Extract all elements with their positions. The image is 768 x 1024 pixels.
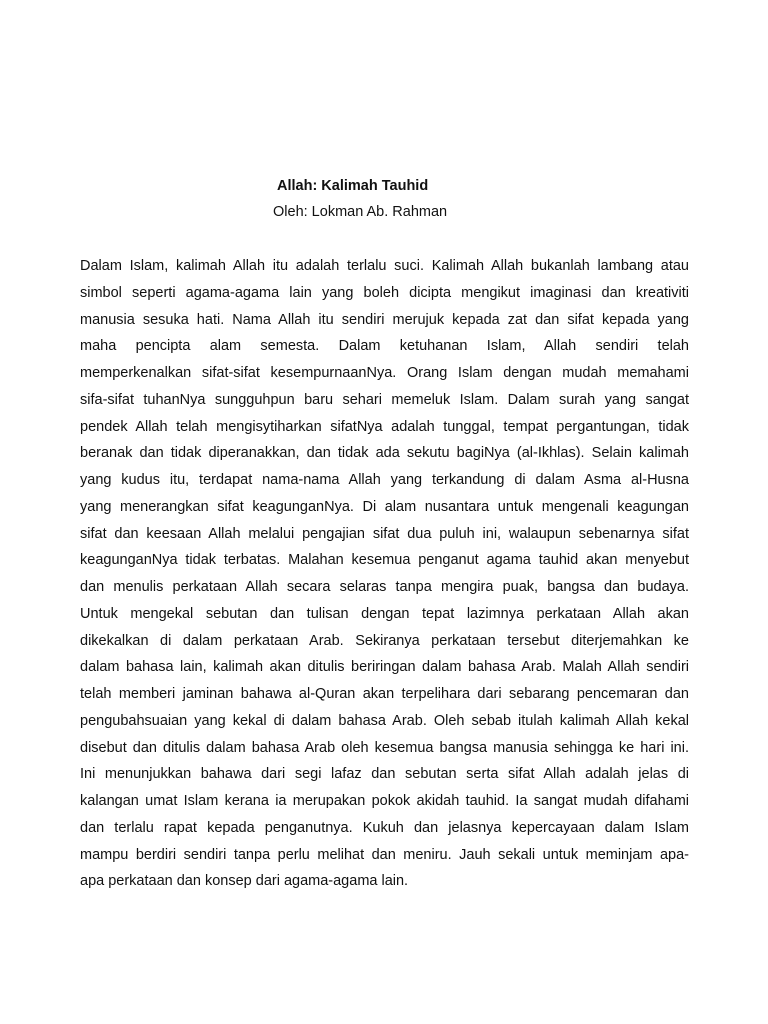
body-line: dalam bahasa lain, kalimah akan ditulis beriringan dalam bahasa Arab. Malah Allah sendiri — [80, 659, 689, 676]
body-line: pengubahsuaian yang kekal di dalam bahasa Arab. Oleh sebab itulah kalimah Allah kekal — [80, 712, 689, 729]
body-line: beranak dan tidak diperanakkan, dan tidak ada sekutu bagiNya (al-Ikhlas). Selain kalimah — [80, 445, 689, 462]
body-line: disebut dan ditulis dalam bahasa Arab oleh kesemua bangsa manusia sehingga ke hari ini. — [80, 739, 689, 756]
body-line: dikekalkan di dalam perkataan Arab. Sekiranya perkataan tersebut diterjemahkan ke — [80, 632, 689, 649]
body-line: mampu berdiri sendiri tanpa perlu melihat dan meniru. Jauh sekali untuk meminjam apa- — [80, 846, 689, 863]
body-line: sifat dan keesaan Allah melalui pengajian sifat dua puluh ini, walaupun sebenarnya sifat — [80, 525, 689, 542]
body-line: maha pencipta alam semesta. Dalam ketuhanan Islam, Allah sendiri telah — [80, 338, 689, 355]
body-line: sifa-sifat tuhanNya sungguhpun baru sehari memeluk Islam. Dalam surah yang sangat — [80, 391, 689, 408]
body-line: Dalam Islam, kalimah Allah itu adalah terlalu suci. Kalimah Allah bukanlah lambang atau — [80, 258, 689, 274]
article-body — [80, 253, 689, 895]
document-title: Allah: Kalimah Tauhid — [277, 178, 429, 194]
body-line: telah memberi jaminan bahawa al-Quran akan terpelihara dari sebarang pencemaran dan — [80, 686, 689, 702]
body-line: yang kudus itu, terdapat nama-nama Allah yang terkandung di dalam Asma al-Husna — [80, 472, 689, 488]
body-line: keagunganNya tidak terbatas. Malahan kesemua penganut agama tauhid akan menyebut — [80, 552, 689, 569]
body-line: dan menulis perkataan Allah secara selaras tanpa mengira puak, bangsa dan budaya. — [80, 579, 689, 595]
body-line: dan terlalu rapat kepada penganutnya. Kukuh dan jelasnya kepercayaan dalam Islam — [80, 819, 689, 836]
body-line: Ini menunjukkan bahawa dari segi lafaz dan sebutan serta sifat Allah adalah jelas di — [80, 766, 689, 783]
body-line: manusia sesuka hati. Nama Allah itu sendiri merujuk kepada zat dan sifat kepada yang — [80, 311, 689, 328]
body-line: simbol seperti agama-agama lain yang boleh dicipta mengikut imaginasi dan kreativiti — [80, 284, 689, 301]
body-line: apa perkataan dan konsep dari agama-agama lain. — [80, 873, 409, 890]
body-line: pendek Allah telah mengisytiharkan sifatNya adalah tunggal, tempat pergantungan, tidak — [80, 418, 689, 435]
author-byline: Oleh: Lokman Ab. Rahman — [273, 204, 448, 220]
body-line: kalangan umat Islam kerana ia merupakan pokok akidah tauhid. Ia sangat mudah difahami — [80, 793, 689, 809]
body-line: yang menerangkan sifat keagunganNya. Di alam nusantara untuk mengenali keagungan — [80, 498, 689, 515]
body-line: Untuk mengekal sebutan dan tulisan dengan tepat lazimnya perkataan Allah akan — [80, 605, 689, 622]
body-line: memperkenalkan sifat-sifat kesempurnaanNya. Orang Islam dengan mudah memahami — [80, 365, 689, 381]
